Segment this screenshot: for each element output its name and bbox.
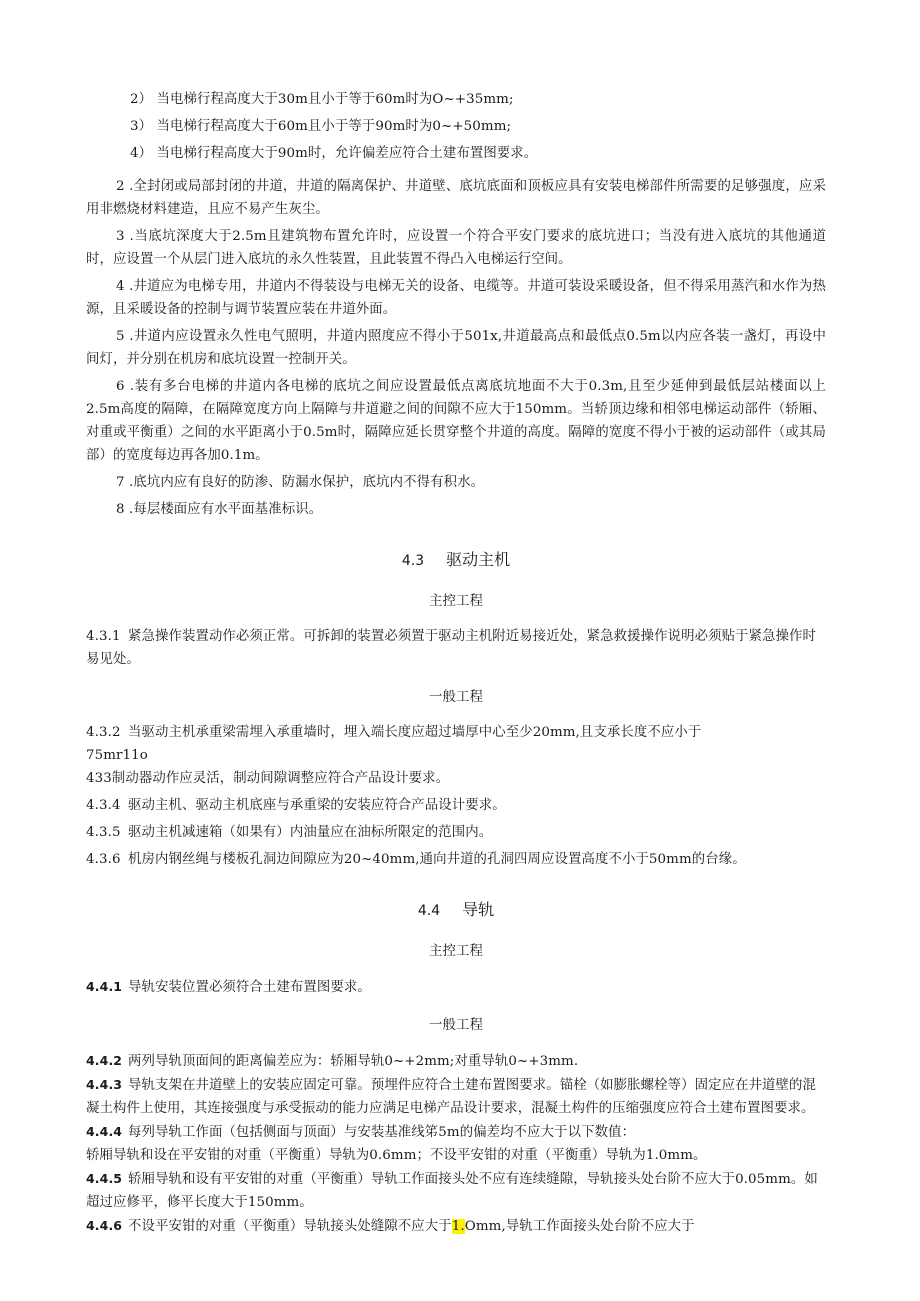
- clause-4-4-4-continuation: 轿厢导轨和设在平安钳的对重（平衡重）导轨为0.6mm；不设平安钳的对重（平衡重）导轨为1.0mm。: [86, 1148, 707, 1163]
- clause-4-3-2-continuation: 75mr11o: [86, 748, 148, 763]
- paragraph-7: 7 .底坑内应有良好的防渗、防漏水保护，底坑内不得有积水。: [116, 475, 485, 490]
- clause-4-4-6: 4.4.6 不设平安钳的对重（平衡重）导轨接头处缝隙不应大于1.Omm,导轨工作面接头处台阶不应大于: [86, 1218, 695, 1234]
- clause-4-3-6: 4.3.6 机房内钢丝绳与楼板孔洞边间隙应为20~40mm,通向井道的孔洞四周应设置高度不小于50mm的台缘。: [86, 852, 746, 867]
- document-page: [86, 88, 826, 1238]
- list-item: 3） 当电梯行程高度大于60m且小于等于90m时为0~+50mm;: [130, 119, 512, 134]
- subsection-main-control: 主控工程: [429, 593, 483, 609]
- clause-4-3-3: 433制动器动作应灵活，制动间隙调整应符合产品设计要求。: [86, 771, 450, 786]
- clause-4-4-5: 4.4.5 轿厢导轨和设有平安钳的对重（平衡重）导轨工作面接头处不应有连续缝隙，导轨接头处台阶不应大于0.05mm。如超过应修平，修平长度大于150mm。: [86, 1171, 818, 1210]
- paragraph-6: 6 .装有多台电梯的井道内各电梯的底坑之间应设置最低点离底坑地面不大于0.3m,且至少延伸到最低层站楼面以上2.5m高度的隔障，在隔障宽度方向上隔障与井道避之间的间隙不应大于150mm。当轿顶边缘和相邻电梯运动部件（轿厢、对重或平衡重）之间的水平距离小于0.5m时，隔障应延长贯穿整个井道的高度。隔障的宽度不得小于被的运动部件（或其局部）的宽度每边再各加0.1m。: [86, 379, 827, 463]
- clause-4-3-2: 4.3.2 当驱动主机承重梁需埋入承重墙时，埋入端长度应超过墙厚中心至少20mm,且支承长度不应小于: [86, 725, 702, 740]
- list-item: 4） 当电梯行程高度大于90m时，允许偏差应符合土建布置图要求。: [130, 146, 538, 161]
- paragraph-3: 3 .当底坑深度大于2.5m且建筑物布置允许时，应设置一个符合平安门要求的底坑进口；当没有进入底坑的其他通道时，应设置一个从层门进入底坑的永久性装置，且此装置不得凸入电梯运行空间。: [86, 229, 826, 267]
- subsection-main-control: 主控工程: [429, 943, 483, 959]
- list-item: 2） 当电梯行程高度大于30m且小于等于60m时为O~+35mm;: [130, 92, 514, 107]
- clause-4-4-1: 4.4.1 导轨安装位置必须符合土建布置图要求。: [86, 979, 371, 995]
- subsection-general: 一般工程: [429, 1017, 483, 1033]
- paragraph-2: 2 .全封闭或局部封闭的井道，井道的隔离保护、井道壁、底坑底面和顶板应具有安装电梯部件所需要的足够强度，应采用非燃烧材料建造，且应不易产生灰尘。: [86, 179, 827, 217]
- paragraph-8: 8 .每层楼面应有水平面基准标识。: [116, 502, 323, 517]
- paragraph-4: 4 .井道应为电梯专用，井道内不得装设与电梯无关的设备、电缆等。井道可装设采暖设备，但不得采用蒸汽和水作为热源，且采暖设备的控制与调节装置应装在井道外面。: [86, 279, 827, 317]
- clause-4-3-4: 4.3.4 驱动主机、驱动主机底座与承重梁的安装应符合产品设计要求。: [86, 798, 506, 813]
- section-title-4-4: 4.4 导轨: [417, 900, 495, 919]
- clause-4-4-2: 4.4.2 两列导轨顶面间的距离偏差应为：轿厢导轨0~+2mm;对重导轨0~+3mm.: [86, 1053, 579, 1069]
- clause-4-4-3: 4.4.3 导轨支架在井道壁上的安装应固定可靠。预埋件应符合土建布置图要求。锚栓（如膨胀螺栓等）固定应在井道壁的混凝土构件上使用，其连接强度与承受振动的能力应满足电梯产品设计要求，混凝土构件的压缩强度应符合土建布置图要求。: [86, 1077, 817, 1116]
- clause-4-3-5: 4.3.5 驱动主机减速箱（如果有）内油量应在油标所限定的范围内。: [86, 825, 493, 840]
- subsection-general: 一般工程: [429, 689, 483, 705]
- paragraph-5: 5 .井道内应设置永久性电气照明，井道内照度应不得小于501x,井道最高点和最低点0.5m以内应各装一盏灯，再设中间灯，并分别在机房和底坑设置一控制开关。: [86, 329, 826, 367]
- clause-4-3-1: 4.3.1 紧急操作装置动作必须正常。可拆卸的装置必须置于驱动主机附近易接近处，紧急救援操作说明必须贴于紧急操作时易见处。: [86, 629, 817, 667]
- clause-4-4-4: 4.4.4 每列导轨工作面（包括侧面与顶面）与安装基准线笫5m的偏差均不应大于以下数值：: [86, 1124, 636, 1140]
- highlighted-text: 1.: [451, 1219, 465, 1234]
- section-title-4-3: 4.3 驱动主机: [401, 550, 511, 569]
